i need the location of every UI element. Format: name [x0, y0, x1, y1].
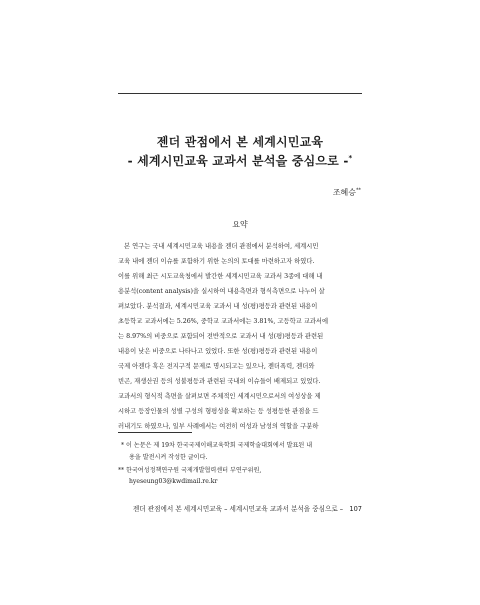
- abstract-line: 시하고 등장인물의 성별 구성의 형평성을 확보하는 등 성평등한 관점을 드: [118, 408, 319, 415]
- abstract-line: 용분석(content analysis)을 실시하여 내용측면과 형식측면으로 나누어 살: [118, 288, 325, 295]
- abstract-line: 국제 아젠다 혹은 전지구적 문제로 명시되고는 있으나, 젠더폭력, 젠더와: [118, 363, 315, 370]
- footnote-1-line1: * 이 논문은 제 19차 한국국제이해교육학회 국제학술대회에서 발표된 내: [121, 442, 313, 449]
- author-footnote-marker: **: [356, 187, 361, 194]
- title-footnote-marker: *: [348, 154, 353, 162]
- author: [333, 187, 361, 198]
- abstract-line: 교과서의 형식적 측면을 살펴보면 주체적인 세계시민으로서의 여성상을 제: [118, 393, 321, 400]
- page-number: 107: [349, 505, 362, 513]
- running-title: 젠더 관점에서 본 세계시민교육 – 세계시민교육 교과서 분석을 중심으로 –: [132, 505, 344, 513]
- paper-title-line1: 젠더 관점에서 본 세계시민교육: [156, 135, 324, 149]
- page-footer: [133, 503, 362, 513]
- abstract-line: 빈곤, 재생산권 등의 성불평등과 관련된 국내외 이슈들이 배제되고 있었다.: [118, 378, 321, 385]
- abstract-line: 본 연구는 국내 세계시민교육 내용을 젠더 관점에서 분석하여, 세계시민: [124, 243, 319, 250]
- paper-title-line2: [118, 152, 362, 169]
- abstract-heading: 요약: [232, 220, 248, 229]
- paper-subtitle: - 세계시민교육 교과서 분석을 중심으로 -: [127, 154, 349, 168]
- abstract-line: 는 8.97%의 비중으로 포함되어 전반적으로 교과서 내 성(평)평등과 관련된: [118, 333, 324, 340]
- footnote-2-line1: ** 한국여성정책연구원 국제개발협력센터 부연구위원,: [118, 467, 262, 474]
- abstract-line: 내용이 낮은 비중으로 나타나고 있었다. 또한 성(평)평등과 관련된 내용이: [118, 348, 318, 355]
- abstract-line: 교육 내에 젠더 이슈를 포함하기 위한 논의의 토대를 마련하고자 하였다.: [118, 258, 315, 265]
- footnote-2-email: hyeseung03@kwdimail.re.kr: [129, 478, 218, 485]
- abstract-line: 펴보았다. 분석결과, 세계시민교육 교과서 내 성(평)평등과 관련된 내용이: [118, 303, 318, 310]
- abstract-line: 초등학교 교과서에는 5.26%, 중학교 교과서에는 3.81%, 고등학교 교과서에: [118, 318, 329, 325]
- footnote-1-line2: 용을 발전시켜 작성한 글이다.: [129, 454, 208, 461]
- author-name: 조혜승: [332, 188, 356, 197]
- abstract-line: 러내기도 하였으나, 일부 사례에서는 여전히 여성과 남성의 역할을 구분하: [118, 423, 319, 430]
- header-rule: [118, 93, 362, 94]
- footnote-rule: [118, 432, 192, 433]
- abstract-line: 이를 위해 최근 시도교육청에서 발간한 세계시민교육 교과서 3종에 대해 내: [118, 273, 323, 280]
